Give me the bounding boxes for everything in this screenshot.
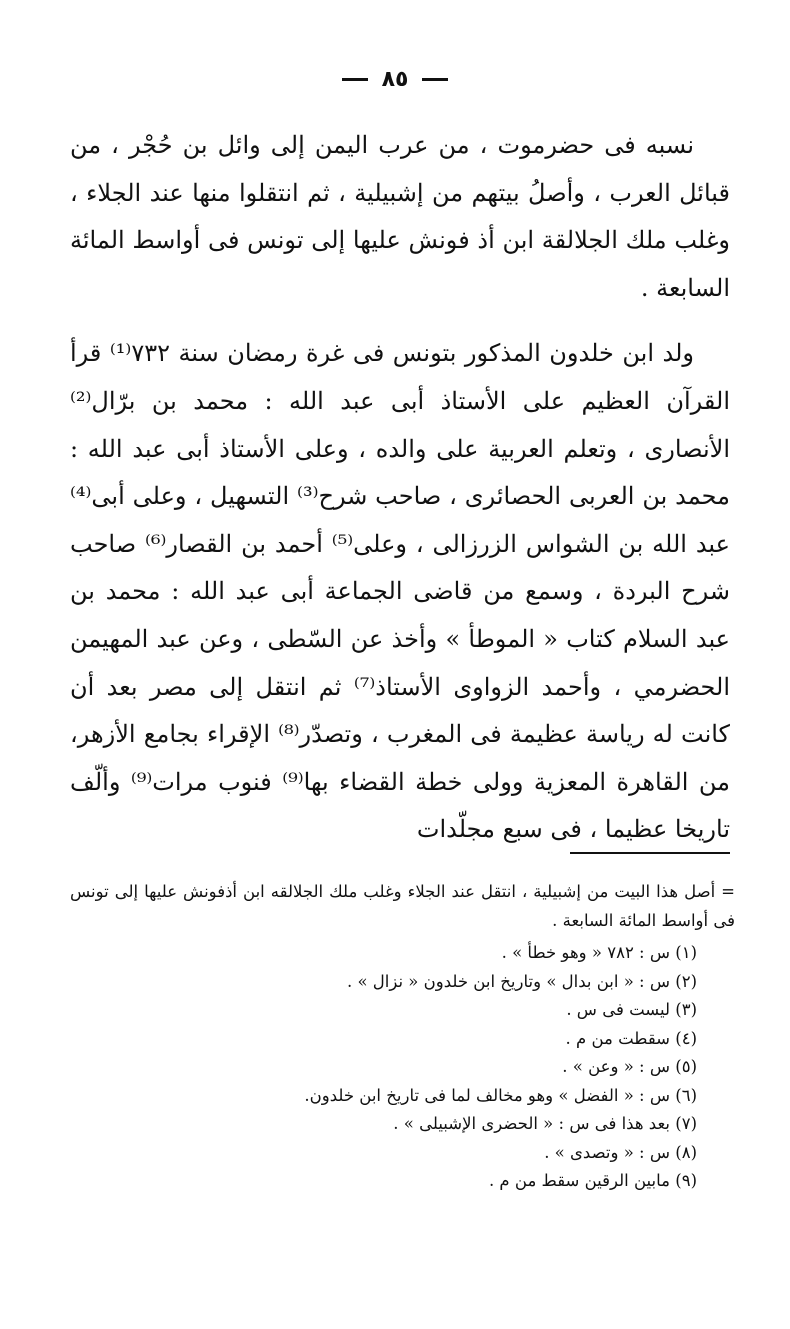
page-number: ٨٥ [381, 66, 409, 92]
paragraph-biography: ولد ابن خلدون المذكور بتونس فى غرة رمضان سنة ٧٣٢⁽¹⁾ قرأ القرآن العظيم على الأستاذ أبى عبد الله : محمد بن برّال⁽²⁾ الأنصارى ، وتعلم العربية على والده ، وعلى الأستاذ أبى عبد الله : محمد بن العربى الحصائرى ، صاحب شرح⁽³⁾ التسهيل ، وعلى أبى⁽⁴⁾ عبد الله بن الشواس الزرزالى ، وعلى⁽⁵⁾ أحمد بن القصار⁽⁶⁾ صاحب شرح البردة ، وسمع من قاضى الجماعة أبى عبد الله : محمد بن عبد السلام كتاب « الموطأ » وأخذ عن السّطى ، وعن عبد المهيمن الحضرمي ، وأحمد الزواوى الأستاذ⁽⁷⁾ ثم انتقل إلى مصر بعد أن كانت له رياسة عظيمة فى المغرب ، وتصدّر⁽⁸⁾ الإقراء بجامع الأزهر، من القاهرة المعزية وولى خطة القضاء بها⁽⁹⁾ فنوب مرات⁽⁹⁾ وألّف تاريخا عظيما ، فى سبع مجلّدات [70, 339, 731, 844]
footnotes [70, 878, 735, 1196]
footnote-4: (٤) سقطت من م . [565, 1028, 697, 1048]
footnote-separator [570, 852, 730, 854]
footnote-continuation: = أصل هذا البيت من إشبيلية ، انتقل عند الجلاء وغلب ملك الجلالقه ابن أذفونش عليها إلى تونس فى أواسط المائة السابعة . [70, 882, 735, 930]
footnote-2: (٢) س : « ابن بدال » وتاريخ ابن خلدون « نزال » . [346, 971, 697, 991]
footnote-9: (٩) مابين الرقين سقط من م . [488, 1171, 697, 1190]
header-dash-left [342, 78, 368, 81]
main-text [70, 122, 730, 854]
footnote-6: (٦) س : « الفضل » وهو مخالف لما فى تاريخ ابن خلدون. [304, 1085, 697, 1105]
footnote-8: (٨) س : « وتصدى » . [544, 1142, 697, 1162]
footnote-5: (٥) س : « وعن » . [562, 1057, 697, 1076]
footnote-3: (٣) ليست فى س . [566, 1000, 697, 1019]
header-dash-right [422, 78, 448, 81]
paragraph-lineage: نسبه فى حضرموت ، من عرب اليمن إلى وائل بن حُجْر ، من قبائل العرب ، وأصلُ بيتهم من إشبيلية ، ثم انتقلوا منها عند الجلاء ، وغلب ملك الجلالقة ابن أذ فونش عليها إلى تونس فى أواسط المائة السابعة . [70, 131, 730, 302]
footnote-1: (١) س : ٧٨٢ « وهو خطأ » . [501, 943, 697, 962]
footnote-7: (٧) بعد هذا فى س : « الحضرى الإشبيلى » . [393, 1114, 697, 1133]
page-header [0, 64, 790, 94]
